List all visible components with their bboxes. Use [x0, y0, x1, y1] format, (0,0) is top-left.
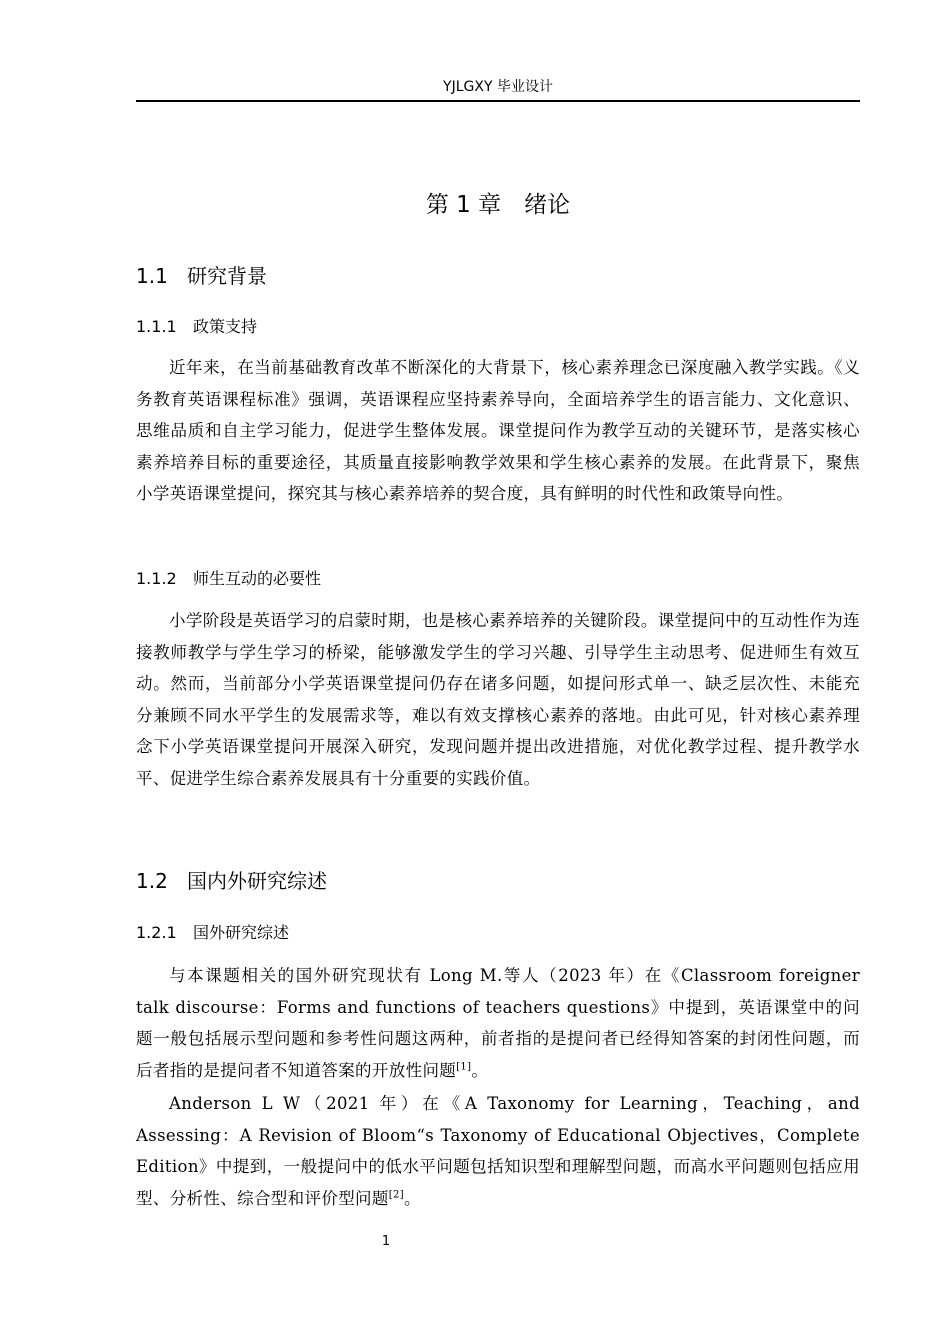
section-title: 国内外研究综述	[187, 869, 327, 893]
chapter-title: 第 1 章 绪论	[425, 192, 571, 218]
section-heading-1-2	[136, 867, 327, 895]
subsection-title: 政策支持	[193, 317, 258, 336]
subsection-number: 1.1.1	[136, 317, 177, 336]
subsection-number: 1.1.2	[136, 569, 177, 588]
page-header: YJLGXY 毕业设计	[443, 79, 553, 95]
subsection-title: 国外研究综述	[193, 923, 290, 942]
subsection-number: 1.2.1	[136, 923, 177, 942]
section-number: 1.1	[136, 264, 168, 288]
paragraph-end: 。	[471, 1060, 489, 1080]
paragraph-interaction-necessity: 小学阶段是英语学习的启蒙时期，也是核心素养培养的关键阶段。课堂提问中的互动性作为连接教师教学与学生学习的桥梁，能够激发学生的学习兴趣、引导学生主动思考、促进师生有效互动。然而，当前部分小学英语课堂提问仍存在诸多问题，如提问形式单一、缺乏层次性、未能充分兼顾不同水平学生的发展需求等，难以有效支撑核心素养的落地。由此可见，针对核心素养理念下小学英语课堂提问开展深入研究，发现问题并提出改进措施，对优化教学过程、提升教学水平、促进学生综合素养发展具有十分重要的实践价值。	[136, 611, 860, 788]
paragraph-policy-support: 近年来，在当前基础教育改革不断深化的大背景下，核心素养理念已深度融入教学实践。《义务教育英语课程标准》强调，英语课程应坚持素养导向，全面培养学生的语言能力、文化意识、思维品质和自主学习能力，促进学生整体发展。课堂提问作为教学互动的关键环节，是落实核心素养培养目标的重要途径，其质量直接影响教学效果和学生核心素养的发展。在此背景下，聚焦小学英语课堂提问，探究其与核心素养培养的契合度，具有鲜明的时代性和政策导向性。	[136, 358, 860, 503]
subsection-heading-1-2-1	[136, 922, 289, 944]
paragraph-text: Anderson L W（2021 年）在《A Taxonomy for Learning，Teaching，and Assessing：A Revision of Bloom“s Taxonomy of Educational Objectives，Complete Edition》中提到，一般提问中的低水平问题包括知识型和理解型问题，而高水平问题则包括应用型、分析性、综合型和评价型问题	[136, 1094, 860, 1208]
page-number: 1	[381, 1234, 391, 1249]
paragraph-text: 与本课题相关的国外研究现状有 Long M.等人（2023 年）在《Classroom foreigner talk discourse：Forms and functions of teachers questions》中提到，英语课堂中的问题一般包括展示型问题和参考性问题这两种，前者指的是提问者已经得知答案的封闭性问题，而后者指的是提问者不知道答案的开放性问题	[136, 966, 860, 1080]
subsection-title: 师生互动的必要性	[193, 569, 322, 588]
citation-ref: [1]	[456, 1061, 472, 1072]
subsection-heading-1-1-1	[136, 316, 257, 338]
header-divider	[136, 100, 860, 102]
section-title: 研究背景	[187, 264, 267, 288]
paragraph-foreign-research-long	[136, 960, 860, 1086]
section-number: 1.2	[136, 869, 168, 893]
citation-ref: [2]	[388, 1189, 404, 1200]
paragraph-end: 。	[403, 1188, 421, 1208]
subsection-heading-1-1-2	[136, 568, 321, 590]
section-heading-1-1	[136, 262, 267, 290]
paragraph-foreign-research-anderson	[136, 1088, 860, 1214]
